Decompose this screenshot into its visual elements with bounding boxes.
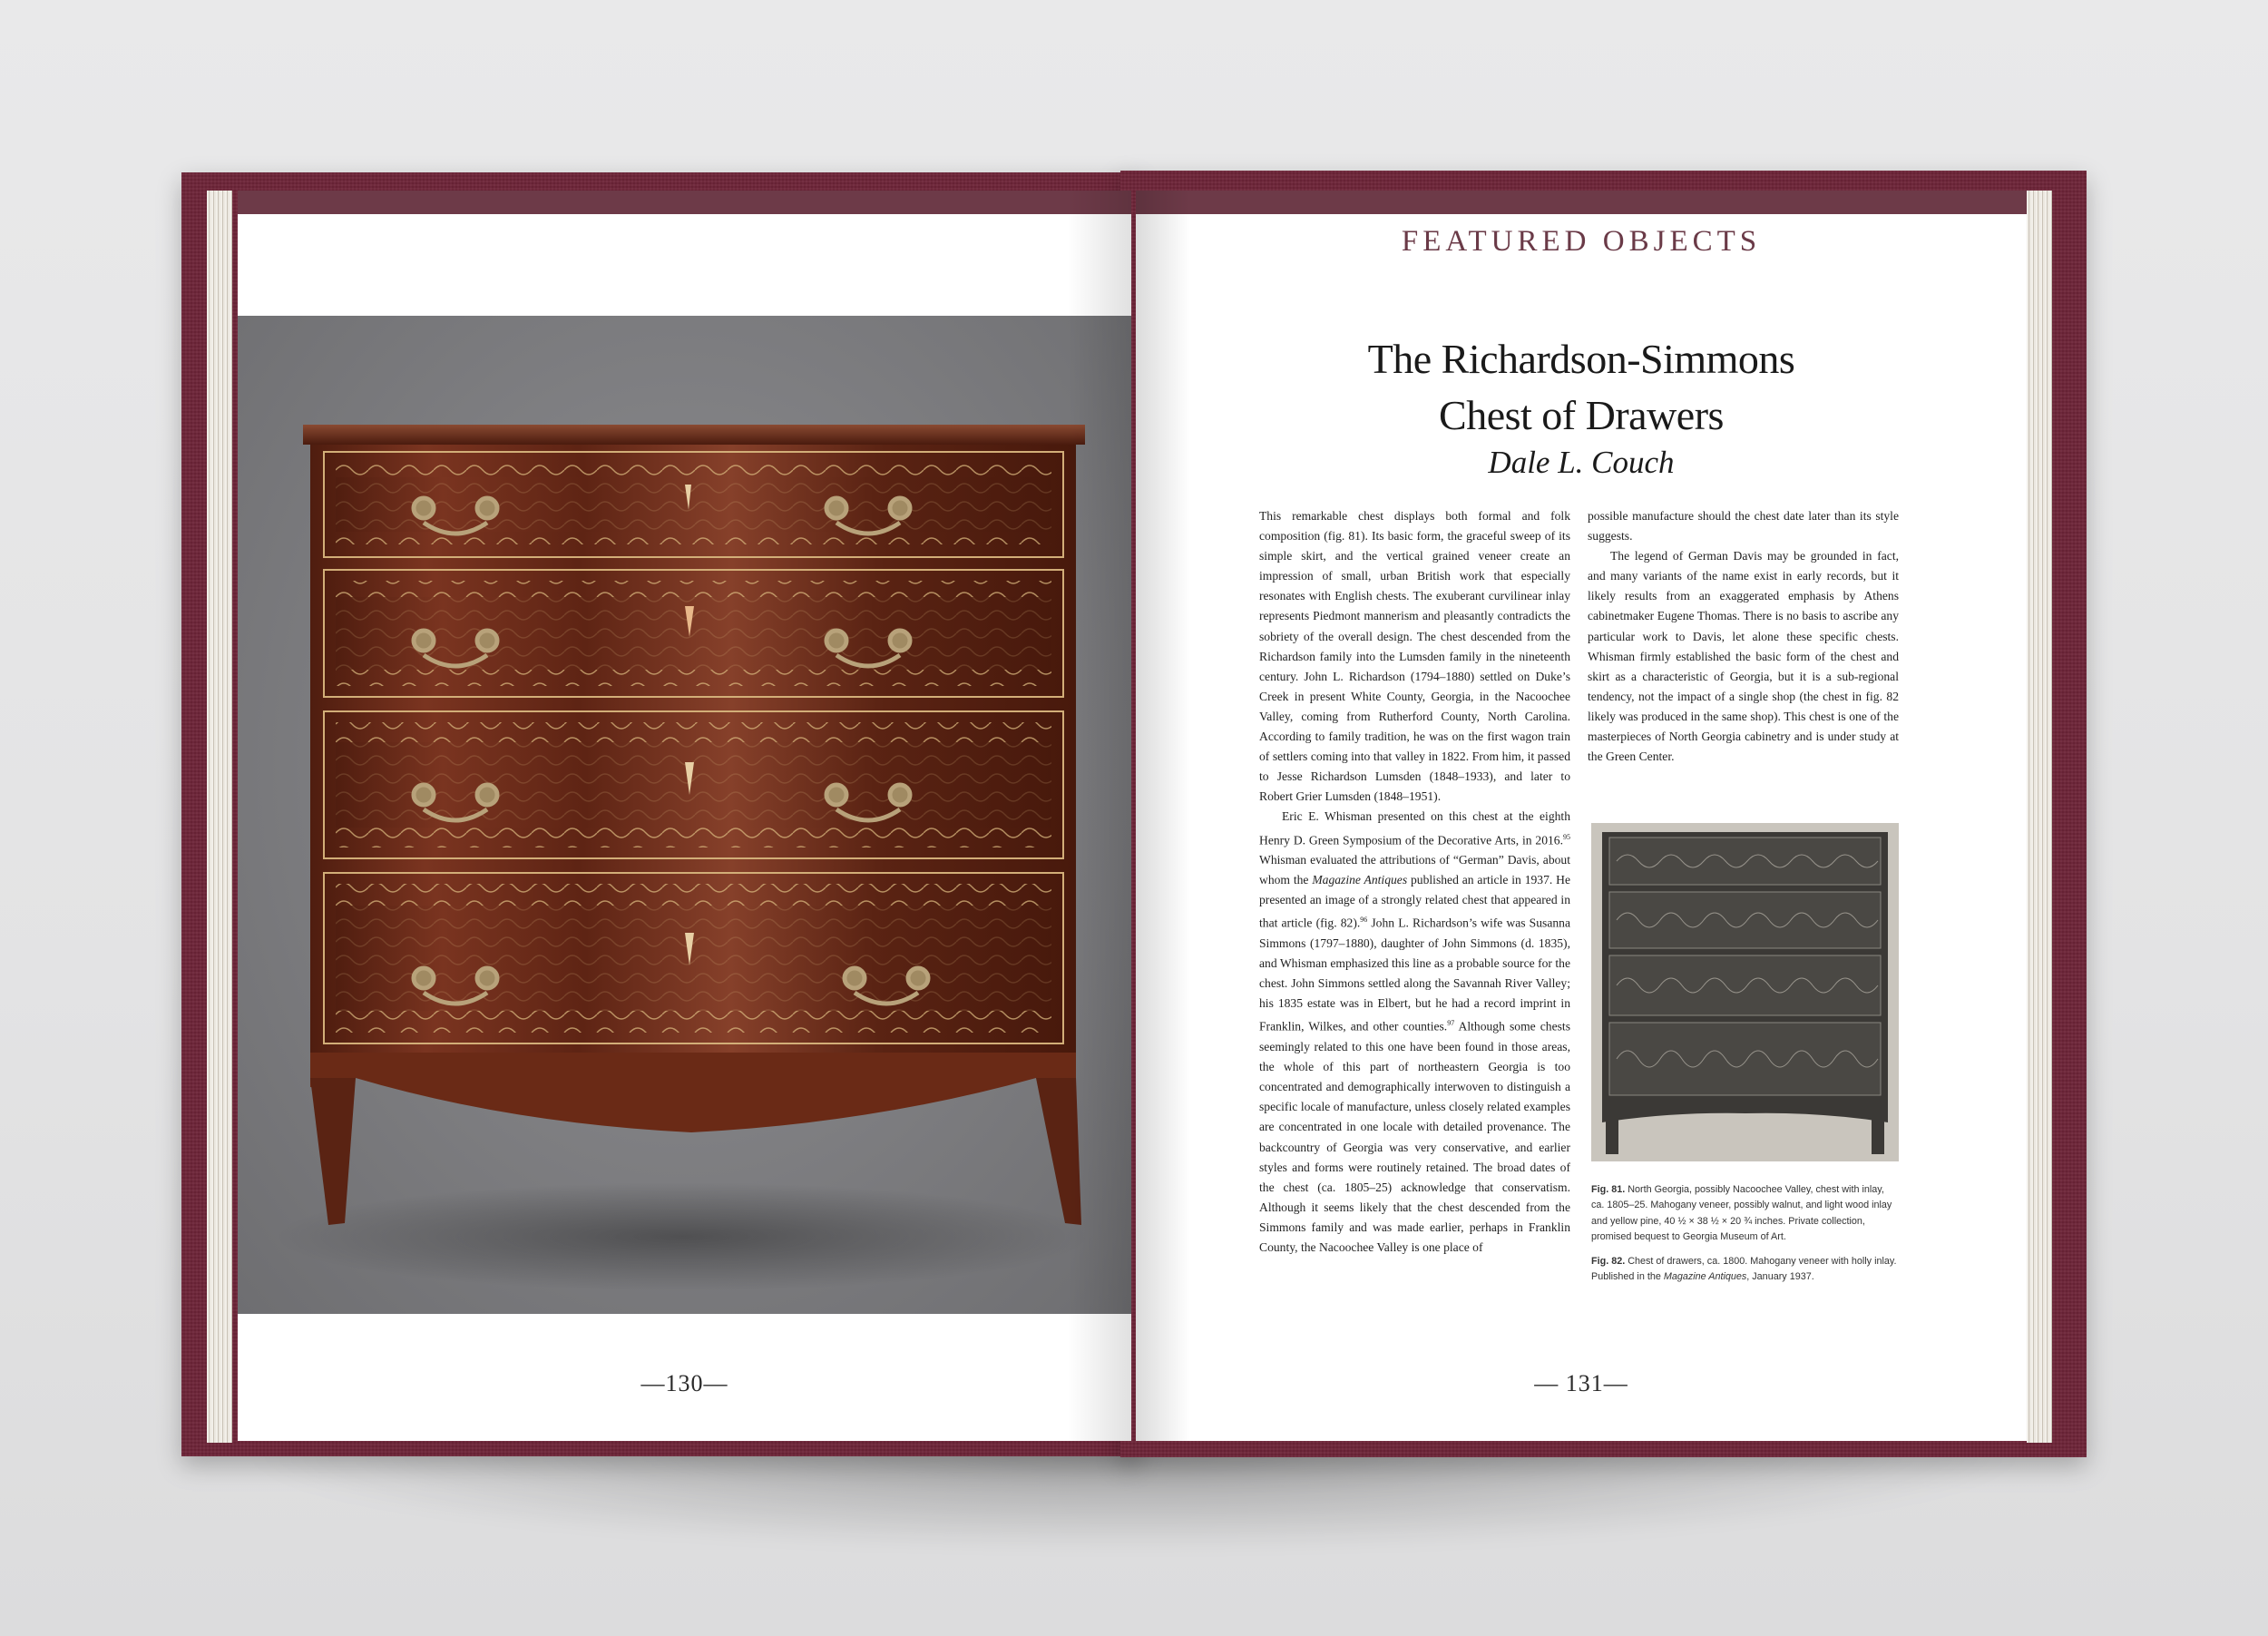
gutter-shadow-left — [1068, 191, 1131, 1441]
paragraph-4: The legend of German Davis may be grounded in fact, and many variants of the name exist in early records, but it likely results from an exaggerated emphasis by Athens cabinetmaker Eugene Thomas. There is no basis to ascribe any particular work to Davis, let alone these specific chests. Whisman firmly established the basic form of the chest and skirt as a characteristic of Georgia, but it is a sub-regional tendency, not the impact of a single shop (the chest in fig. 82 likely was produced in the same shop). This chest is one of the masterpieces of North Georgia cabinetry and is under study at the Green Center. — [1588, 549, 1899, 764]
paragraph-1: This remarkable chest displays both formal and folk composition (fig. 81). Its basic form, the graceful sweep of its simple skirt, and the vertical grained veneer create an impression of small, urban British work that especially resonates with English chests. The exuberant curvilinear inlay represents Piedmont mannerism and pleasantly contradicts the sobriety of the overall design. The chest descended from the Richardson family into the Lumsden family in the nineteenth century. John L. Richardson (1794–1880) settled on Duke’s Creek in present White County, Georgia, in the Nacoochee Valley, coming from Rutherford County, North Carolina. According to family tradition, he was on the first wagon train of settlers coming into that valley in 1822. From him, it passed to Jesse Richardson Lumsden (1848–1933), and later to Robert Grier Lumsden (1848–1951). — [1259, 509, 1570, 804]
drawer-3 — [324, 711, 1063, 858]
article-title — [1136, 331, 2027, 444]
title-line-1: The Richardson-Simmons — [1367, 336, 1795, 382]
section-heading: FEATURED OBJECTS — [1401, 225, 1762, 258]
chest-illustration — [238, 316, 1131, 1314]
page-edges-left — [207, 191, 232, 1443]
drawer-4 — [324, 873, 1063, 1043]
chest-photo — [238, 316, 1131, 1314]
drawer-2 — [324, 570, 1063, 697]
author-byline: Dale L. Couch — [1488, 445, 1675, 480]
historic-chest-image — [1591, 823, 1899, 1161]
paragraph-2: Eric E. Whisman presented on this chest at the eighth Henry D. Green Symposium of the Decorative Arts, in 2016.95 Whisman evaluated the attributions of “German” Davis, about whom the Magazine Antiques published an article in 1937. He presented an image of a strongly related chest that appeared in that article (fig. 82).$^{96}$ John L. Richardson’s wife was Susanna Simmons (1797–1880), daughter of John Simmons (d. 1835), and Whisman emphasized this line as a probable source for the chest. John Simmons settled along the Savannah River Valley; his 1835 estate was in Elbert, but he had a record imprint in Franklin, Wilkes, and other counties.$^{97}$ Although some chests seemingly related to this one have been found in those areas, the whole of this part of northeastern Georgia is too concentrated and demographically interwoven to distinguish a specific locale of manufacture, unless closely related examples are concentrated in one locale with detailed provenance. The backcountry of Georgia was very conservative, and earlier styles and forms were routinely retained. The broad dates of the chest (ca. 1805–25) acknowledge that conservatism. Although it seems likely that the chest descended from the Simmons family and was made earlier, perhaps in Franklin County, the Nacoochee Valley is one place of — [1259, 809, 1570, 1254]
page-number-left: —130— — [640, 1370, 728, 1396]
gutter-shadow-right — [1136, 191, 1190, 1441]
paragraph-3: possible manufacture should the chest date later than its style suggests. — [1588, 509, 1899, 544]
page-edges-right — [2027, 191, 2052, 1443]
top-band-left — [238, 191, 1131, 214]
title-line-2: Chest of Drawers — [1439, 392, 1724, 438]
left-page — [238, 191, 1131, 1441]
page-number-right: — 131— — [1534, 1370, 1628, 1396]
text-column-1 — [1259, 506, 1570, 1258]
right-page — [1136, 191, 2027, 1441]
top-band-right — [1136, 191, 2027, 214]
figure-82-photo — [1591, 823, 1899, 1161]
figure-82-caption: Fig. 82. Chest of drawers, ca. 1800. Mahogany veneer with holly inlay. Published in the Magazine Antiques, January 1937. — [1591, 1256, 1897, 1283]
figure-81-caption: Fig. 81. North Georgia, possibly Nacoochee Valley, chest with inlay, ca. 1805–25. Mahogany veneer, possibly walnut, and light wood inlay and yellow pine, 40 ½ × 38 ½ × 20 ¾ inches. Private collection, promised bequest to Georgia Museum of Art. — [1591, 1184, 1892, 1243]
text-column-2 — [1588, 506, 1899, 767]
